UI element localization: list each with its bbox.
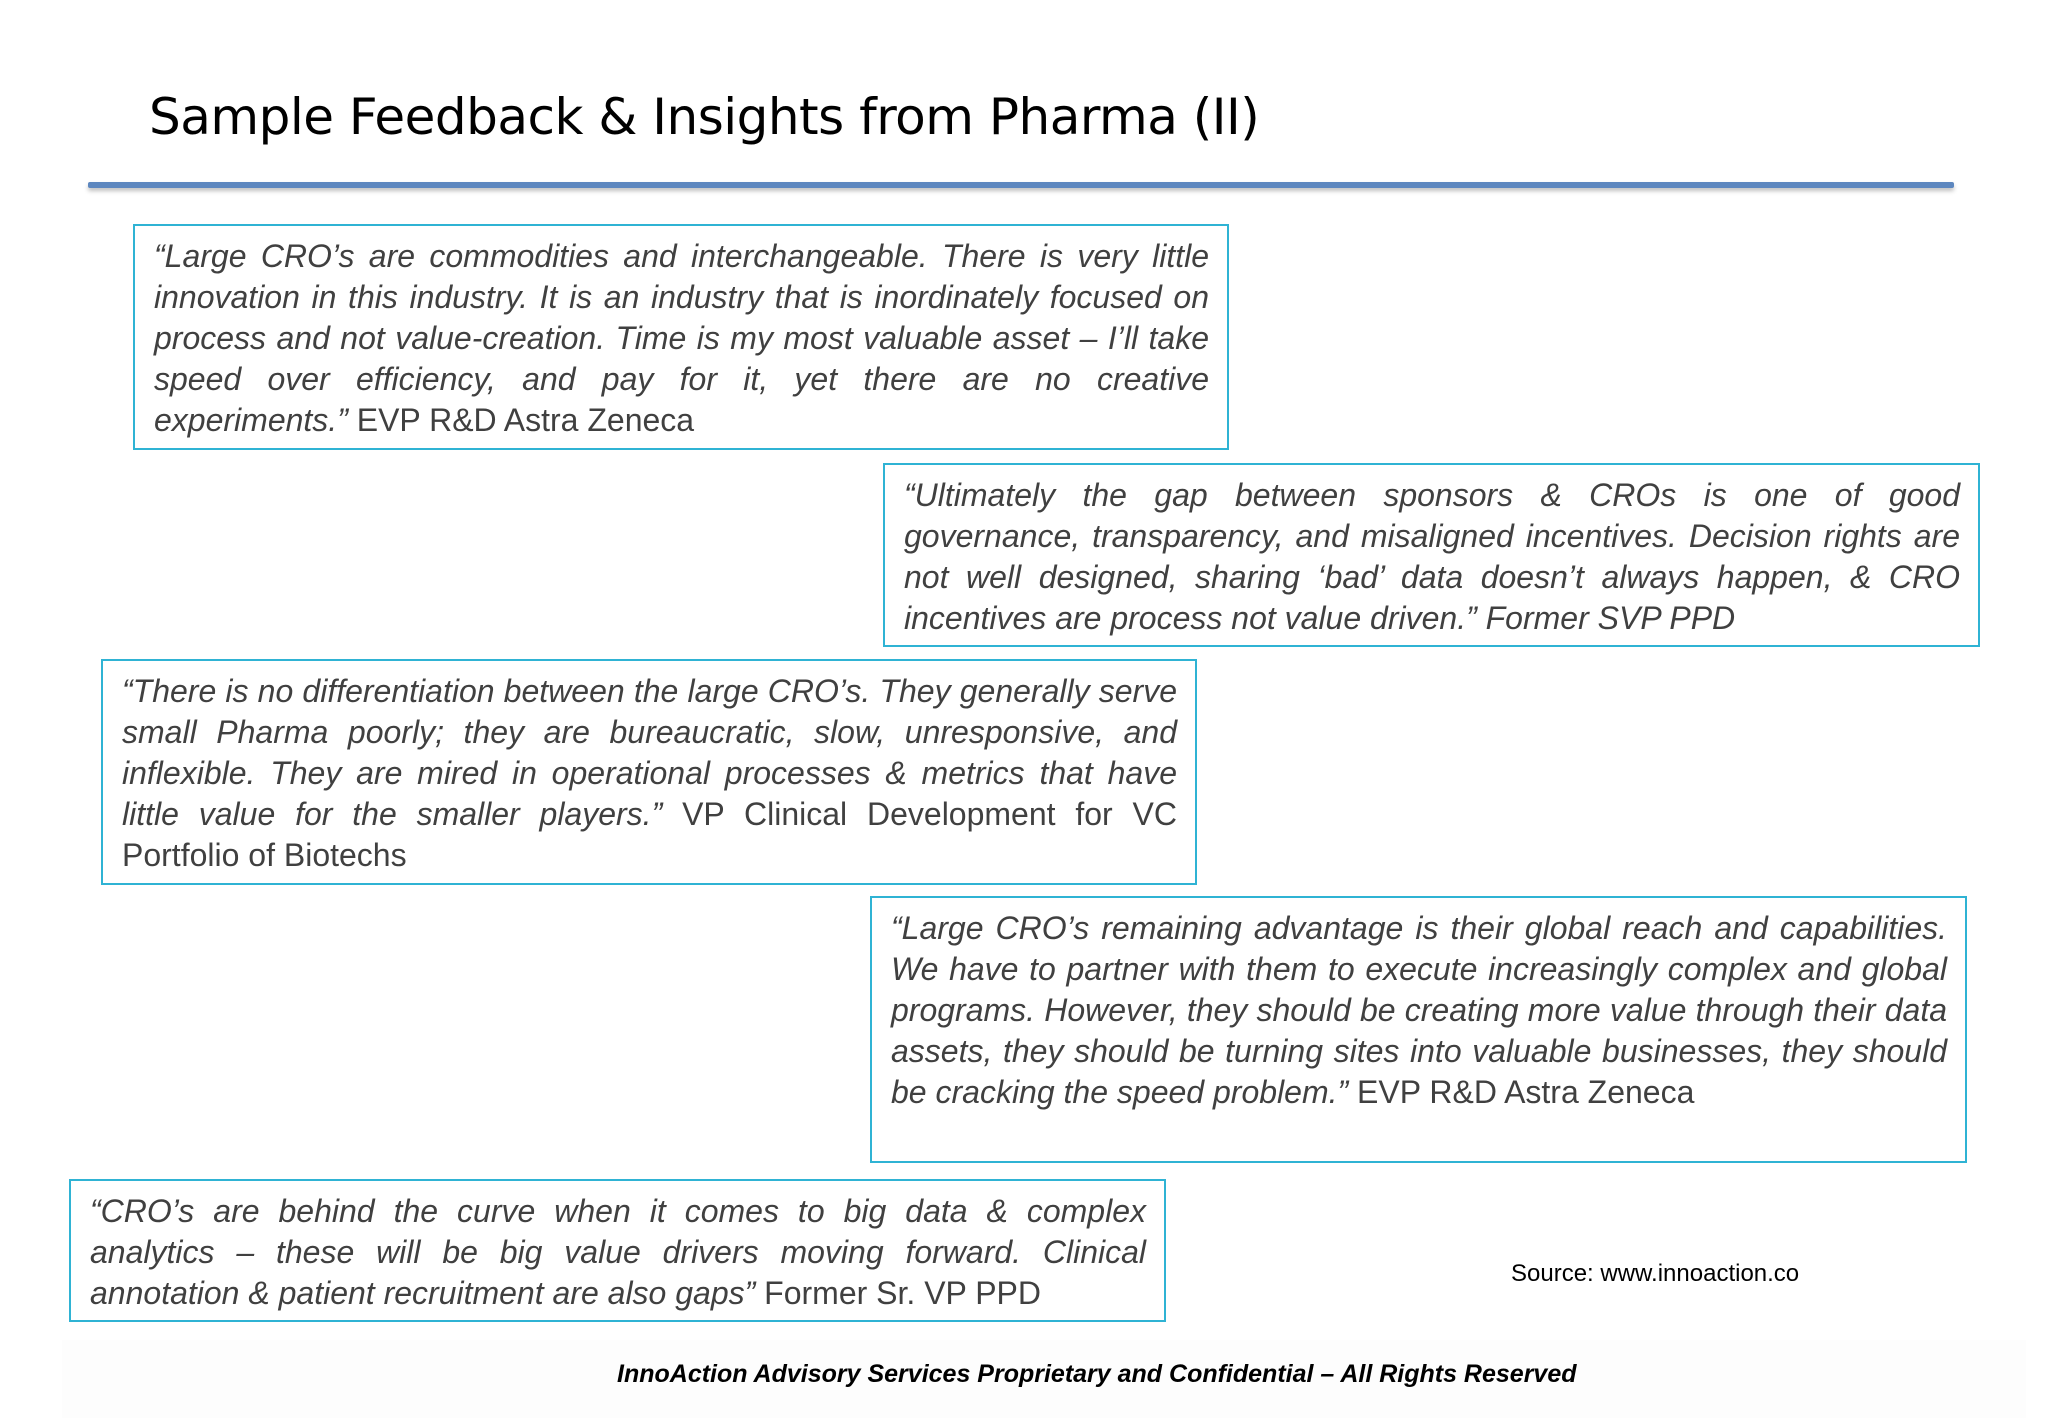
quote-text: “There is no differentiation between the large CRO’s. They generally serve small Pharma poorly; they are bureaucratic, slow, unresponsive, and inflexible. They are mired in operational processes & metrics that have little value for the smaller players.” bbox=[122, 673, 1177, 832]
quote-attribution: EVP R&D Astra Zeneca bbox=[1348, 1074, 1695, 1110]
quote-box-3 bbox=[101, 659, 1197, 885]
quote-text: “Large CRO’s remaining advantage is their global reach and capabilities. We have to partner with them to execute increasingly complex and global programs. However, they should be creating more value through their data assets, they should be turning sites into valuable businesses, they should be cracking the speed problem.” bbox=[891, 910, 1947, 1110]
quote-text: “Large CRO’s are commodities and interchangeable. There is very little innovation in this industry. It is an industry that is inordinately focused on process and not value-creation. Time is my most valuable asset – I’ll take speed over efficiency, and pay for it, yet there are no creative experiments.” bbox=[154, 238, 1209, 438]
quote-box-1 bbox=[133, 224, 1229, 450]
confidentiality-footer: InnoAction Advisory Services Proprietary and Confidential – All Rights Reserved bbox=[617, 1360, 1577, 1388]
quote-box-5 bbox=[69, 1179, 1166, 1322]
quote-attribution: EVP R&D Astra Zeneca bbox=[347, 402, 695, 438]
quote-attribution: VP Clinical Development for VC Portfolio of Biotechs bbox=[122, 796, 1178, 873]
title-divider bbox=[88, 182, 1954, 188]
source-note: Source: www.innoaction.co bbox=[1511, 1260, 1800, 1287]
quote-box-4 bbox=[870, 896, 1967, 1163]
quote-box-2 bbox=[883, 463, 1980, 647]
quote-attribution: Former Sr. VP PPD bbox=[755, 1275, 1041, 1311]
quote-text: “CRO’s are behind the curve when it comes to big data & complex analytics – these will be big value drivers moving forward. Clinical annotation & patient recruitment are also gaps” bbox=[90, 1193, 1146, 1311]
slide-title: Sample Feedback & Insights from Pharma (II) bbox=[149, 88, 1260, 146]
quote-text: “Ultimately the gap between sponsors & CROs is one of good governance, transparency, and misaligned incentives. Decision rights are not well designed, sharing ‘bad’ data doesn’t always happen, & CRO incentives are process not value driven.” Former SVP PPD bbox=[904, 477, 1960, 636]
